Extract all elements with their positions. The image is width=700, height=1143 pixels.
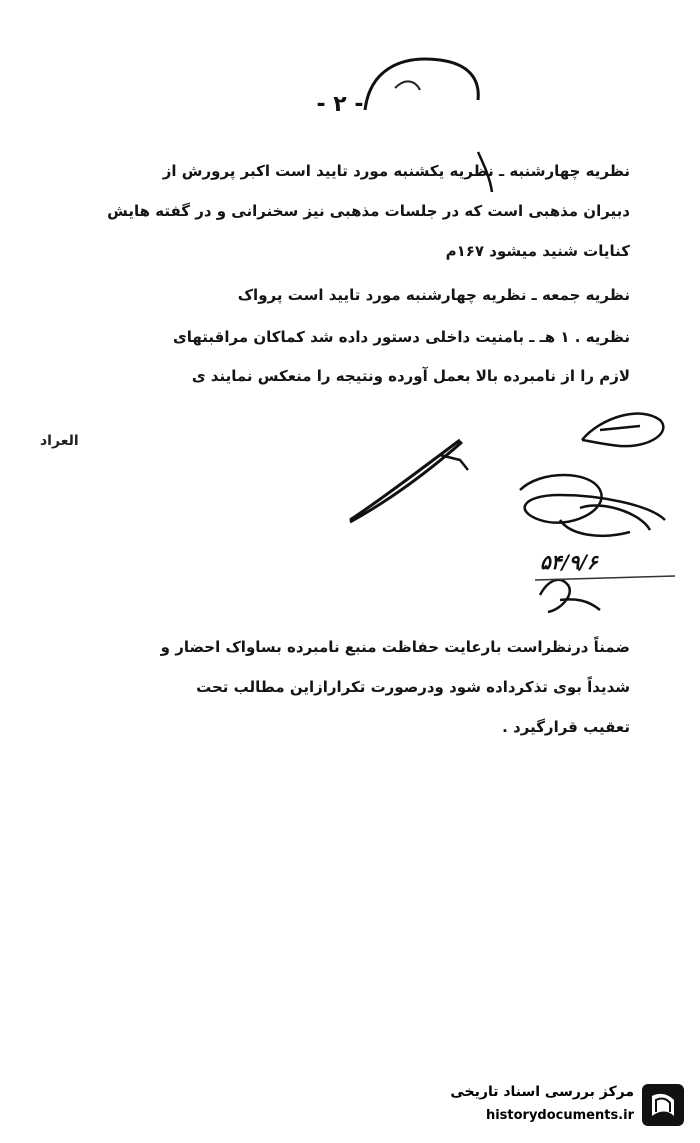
document-line: لازم را از نامبرده بالا بعمل آورده ونتیجه را منعکس نمایند ی — [191, 367, 630, 385]
document-line: کنایات شنید میشود ۱۶۷م — [445, 242, 630, 260]
archive-center-name: مرکز بررسی اسناد تاریخی — [450, 1084, 634, 1100]
document-line: نظریه چهارشنبه ـ نظریه یکشنبه مورد تایید است اکبر پرورش از — [162, 162, 630, 180]
signature-upper-right — [582, 414, 663, 447]
document-line: تعقیب قرارگیرد . — [502, 718, 630, 736]
date-underline — [535, 576, 675, 580]
looped-signature — [520, 475, 665, 536]
top-scribble-mark — [395, 81, 420, 90]
page-number: - ۲ - — [316, 92, 364, 117]
document-line: نظریه جمعه ـ نظریه چهارشنبه مورد تایید است پرواک — [237, 286, 630, 304]
archive-website-link[interactable]: historydocuments.ir — [485, 1108, 634, 1123]
lower-signature — [540, 580, 600, 612]
document-line: ضمناً درنظراست بارعایت حفاظت منبع نامبرده بساواک احضار و — [160, 638, 630, 656]
archive-logo-icon — [640, 1082, 686, 1128]
side-note: العراد — [40, 433, 79, 449]
diagonal-signature-stroke — [350, 440, 462, 522]
document-line: دبیران مذهبی است که در جلسات مذهبی نیز سخنرانی و در گفته هایش — [107, 202, 630, 220]
document-line: شدیداً بوی تذکرداده شود ودرصورت تکرارازاین مطالب تحت — [196, 678, 630, 696]
watermark-footer — [400, 1078, 690, 1134]
document-line: نظریه . ۱ هـ ـ بامنیت داخلی دستور داده شد کماکان مراقبتهای — [173, 328, 630, 346]
handwritten-date: ۵۴/۹/۶ — [540, 550, 598, 574]
top-arc-mark — [365, 59, 478, 110]
small-mark-center — [440, 455, 468, 470]
